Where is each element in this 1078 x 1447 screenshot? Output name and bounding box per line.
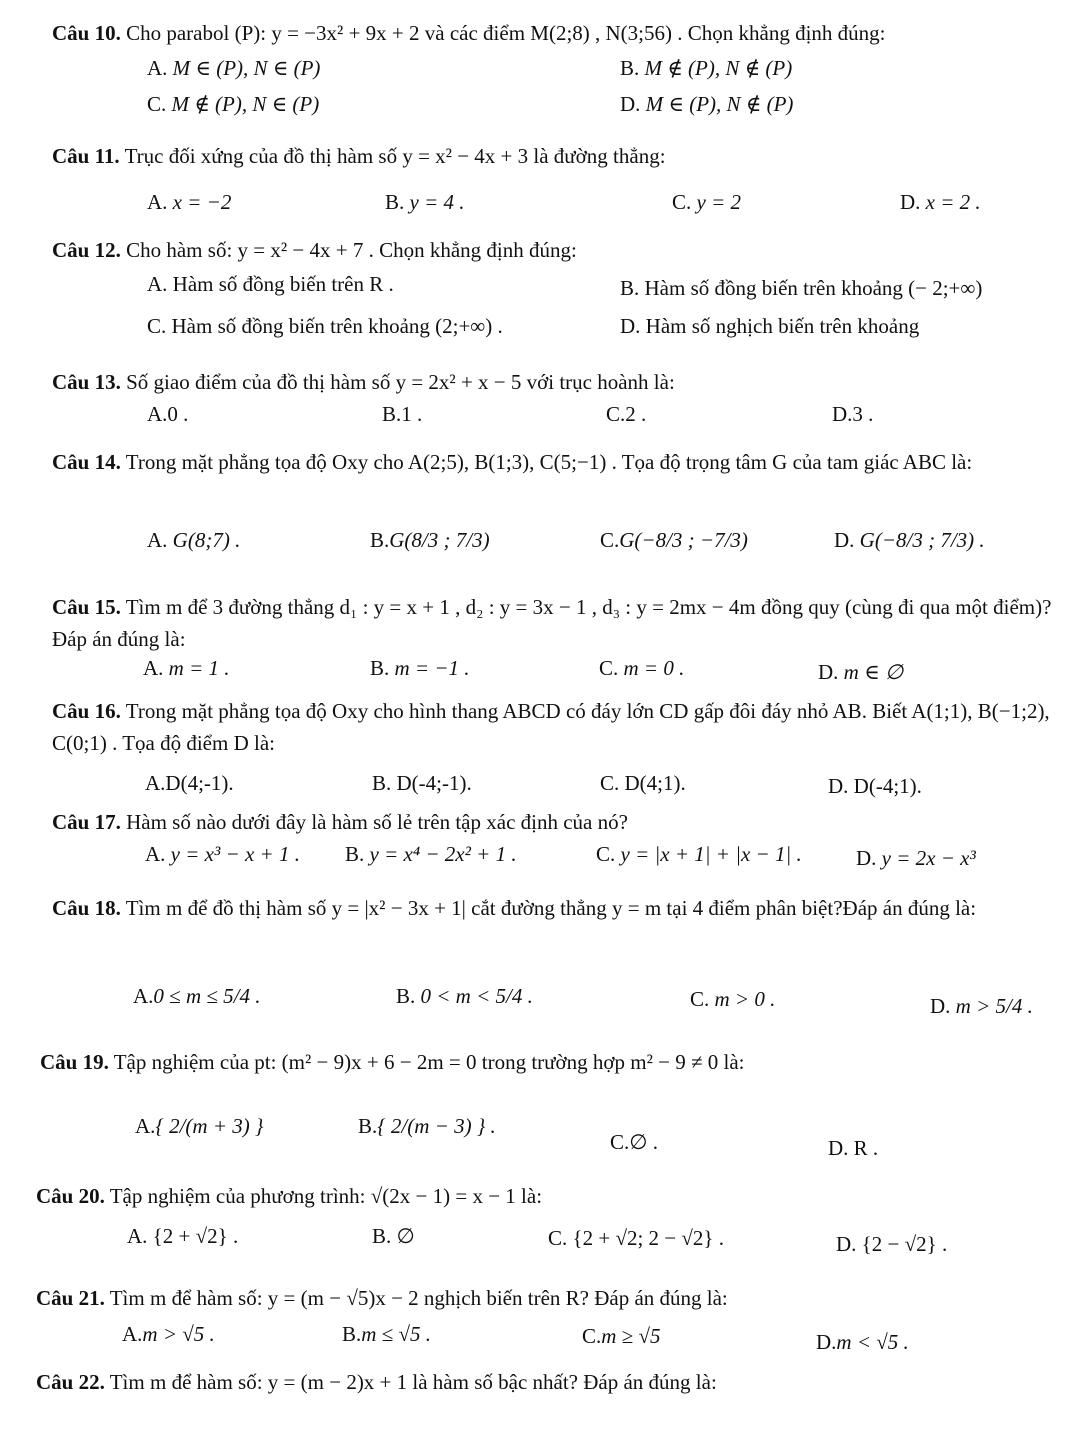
option-c: C. m > 0 . [690,987,776,1011]
option-a: A.0 . [147,402,189,426]
option-c: C. y = |x + 1| + |x − 1| . [596,842,802,866]
option-d: D. {2 − √2} . [836,1232,948,1256]
option-d: D.m < √5 . [816,1330,909,1354]
option-a: A. m = 1 . [143,656,230,680]
option-d: D. G(−8/3 ; 7/3) . [834,528,985,552]
option-a: A. {2 + √2} . [127,1224,239,1248]
option-a: A. x = −2 [147,190,232,214]
option-c: C.∅ . [610,1130,659,1154]
option-b: B.{ 2/(m − 3) } . [358,1114,496,1138]
question-14: Câu 14. Trong mặt phẳng tọa độ Oxy cho A(2;5), B(1;3), C(5;−1) . Tọa độ trọng tâm G của tam giác ABC là: [52,450,973,474]
option-d: D.3 . [832,402,874,426]
option-b: B. M ∉ (P), N ∉ (P) [620,56,793,80]
option-c: C. {2 + √2; 2 − √2} . [548,1226,724,1250]
question-10 [52,17,1054,49]
option-c: C.G(−8/3 ; −7/3) [600,528,748,552]
option-a: A. Hàm số đồng biến trên R . [147,272,394,296]
question-19: Câu 19. Tập nghiệm của pt: (m² − 9)x + 6 − 2m = 0 trong trường hợp m² − 9 ≠ 0 là: [40,1050,745,1074]
option-b: B. 0 < m < 5/4 . [396,984,533,1008]
option-c: C.m ≥ √5 [582,1324,661,1348]
option-a: A.m > √5 . [122,1322,215,1346]
option-b: B. ∅ [372,1224,415,1248]
option-a: A. y = x³ − x + 1 . [145,842,300,866]
question-18: Câu 18. Tìm m để đồ thị hàm số y = |x² − 3x + 1| cắt đường thẳng y = m tại 4 điểm phân biệt?Đáp án đúng là: [52,896,977,920]
question-17: Câu 17. Hàm số nào dưới đây là hàm số lẻ trên tập xác định của nó? [52,810,628,834]
option-b: B.G(8/3 ; 7/3) [370,528,490,552]
question-22: Câu 22. Tìm m để hàm số: y = (m − 2)x + 1 là hàm số bậc nhất? Đáp án đúng là: [36,1370,717,1394]
question-text: Cho parabol (P): y = −3x² + 9x + 2 và các điểm M(2;8) , N(3;56) . Chọn khẳng định đúng: [126,21,886,45]
option-a: A.{ 2/(m + 3) } [135,1114,264,1138]
option-d: D. R . [828,1136,879,1160]
option-c: C. Hàm số đồng biến trên khoảng (2;+∞) . [147,314,503,338]
option-b: B. m = −1 . [370,656,470,680]
question-21: Câu 21. Tìm m để hàm số: y = (m − √5)x − 2 nghịch biến trên R? Đáp án đúng là: [36,1286,728,1310]
option-d: D. m > 5/4 . [930,994,1033,1018]
question-11: Câu 11. Trục đối xứng của đồ thị hàm số y = x² − 4x + 3 là đường thẳng: [52,144,666,168]
option-c: C.2 . [606,402,647,426]
question-16: Câu 16. Trong mặt phẳng tọa độ Oxy cho hình thang ABCD có đáy lớn CD gấp đôi đáy nhỏ AB. Biết A(1;1), B(−1;2), C(0;1) . Tọa độ điểm D là: [52,699,1050,755]
option-d: D. y = 2x − x³ [856,846,976,870]
option-a: A.0 ≤ m ≤ 5/4 . [133,984,261,1008]
option-d: D. x = 2 . [900,190,981,214]
option-a: A. G(8;7) . [147,528,241,552]
option-b: B. y = x⁴ − 2x² + 1 . [345,842,517,866]
option-a: A.D(4;-1). [145,771,234,795]
option-a: A. M ∈ (P), N ∈ (P) [147,56,321,80]
option-b: B.1 . [382,402,423,426]
option-d: D. Hàm số nghịch biến trên khoảng [620,314,920,338]
option-d: D. m ∈ ∅ [818,660,904,684]
option-b: B. D(-4;-1). [372,771,472,795]
option-d: D. M ∈ (P), N ∉ (P) [620,92,794,116]
option-b: B.m ≤ √5 . [342,1322,431,1346]
option-d: D. D(-4;1). [828,774,922,798]
question-13: Câu 13. Số giao điểm của đồ thị hàm số y = 2x² + x − 5 với trục hoành là: [52,370,675,394]
option-c: C. M ∉ (P), N ∈ (P) [147,92,320,116]
question-number: Câu 10. [52,21,121,45]
option-c: C. m = 0 . [599,656,685,680]
question-20: Câu 20. Tập nghiệm của phương trình: √(2x − 1) = x − 1 là: [36,1184,543,1208]
question-12: Câu 12. Cho hàm số: y = x² − 4x + 7 . Chọn khẳng định đúng: [52,238,577,262]
option-c: C. y = 2 [672,190,742,214]
question-15: Câu 15. Tìm m để 3 đường thẳng d₁ : y = x + 1 , d₂ : y = 3x − 1 , d₃ : y = 2mx − 4m đồng quy (cùng đi qua một điểm)? Đáp án đúng là: [52,595,1052,651]
option-b: B. y = 4 . [385,190,465,214]
option-b: B. Hàm số đồng biến trên khoảng (− 2;+∞) [620,276,983,300]
option-c: C. D(4;1). [600,771,686,795]
